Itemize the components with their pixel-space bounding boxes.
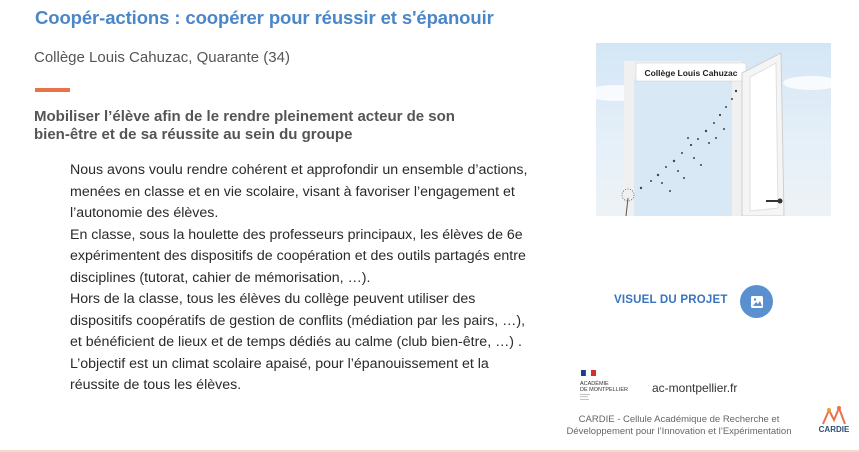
- academie-line-2: DE MONTPELLIER: [580, 387, 628, 393]
- heading-line-2: bien-être et de sa réussite au sein du groupe: [34, 126, 353, 143]
- image-icon: [750, 295, 764, 309]
- project-description: [70, 160, 538, 397]
- description-paragraph: L’objectif est un climat scolaire apaisé, pour l’épanouissement et la réussite de tous les élèves.: [70, 355, 489, 393]
- page-title: Coopér-actions : coopérer pour réussir et s'épanouir: [35, 7, 494, 28]
- description-paragraph: En classe, sous la houlette des professeurs principaux, les élèves de 6e expérimentent des dispositifs de coopération et des outils partagés entre disciplines (tutorat, cahier de mémorisation, …).: [70, 226, 526, 286]
- cardie-description: [540, 414, 818, 437]
- heading-line-1: Mobiliser l’élève afin de le rendre pleinement acteur de son: [34, 108, 455, 125]
- cardie-line-2: Développement pour l’Innovation et l’Expérimentation: [566, 425, 792, 437]
- academie-logo: [578, 370, 640, 406]
- school-name: Collège Louis Cahuzac, Quarante (34): [34, 49, 290, 66]
- visual-sign-text: Collège Louis Cahuzac: [644, 68, 738, 78]
- cardie-logo-text: CARDIE: [818, 425, 850, 434]
- accent-divider: [35, 88, 70, 92]
- academie-url[interactable]: ac-montpellier.fr: [652, 381, 738, 395]
- project-heading: [34, 108, 524, 144]
- visual-link[interactable]: VISUEL DU PROJET: [614, 294, 728, 306]
- cardie-logo: [815, 406, 853, 442]
- view-visual-button[interactable]: [740, 285, 773, 318]
- description-paragraph: Nous avons voulu rendre cohérent et approfondir un ensemble d’actions, menées en classe et en vie scolaire, visant à favoriser l’engagement et l’autonomie des élèves.: [70, 162, 528, 221]
- description-paragraph: Hors de la classe, tous les élèves du collège peuvent utiliser des dispositifs coopératifs de gestion de conflits (médiation par les pairs, …), et bénéficient de lieux et de temps dédiés au calme (club bien-être, …) .: [70, 291, 526, 350]
- cardie-line-1: CARDIE - Cellule Académique de Recherche et: [578, 414, 780, 425]
- academie-line-1: ACADÉMIE: [580, 381, 609, 387]
- project-visual-image[interactable]: [596, 43, 831, 216]
